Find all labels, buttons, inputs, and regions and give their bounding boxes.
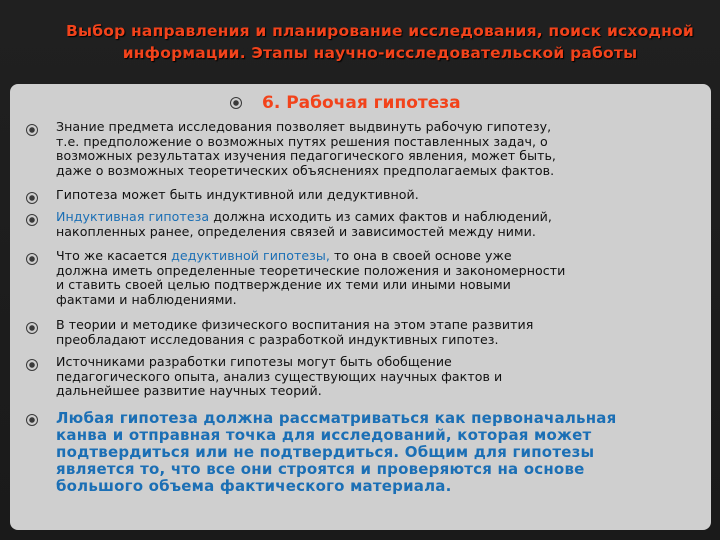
- item-3-line-2: накопленных ранее, определения связей и зависимостей между ними.: [56, 223, 536, 239]
- bullet-icon: [26, 124, 38, 136]
- item-1-line-4: даже о возможных теоретических объяснениях предполагаемых фактов.: [56, 162, 555, 178]
- title-line-1: Выбор направления и планирование исследования, поиск исходной: [66, 22, 694, 40]
- item-1-line-3: возможных результатах изучения педагогического явления, может быть,: [56, 148, 556, 163]
- item-4-line-4: фактами и наблюдениями.: [56, 291, 237, 307]
- bullet-icon: [26, 253, 38, 265]
- item-7-line-5: большого объема фактического материала.: [56, 477, 452, 495]
- slide-title: [60, 20, 700, 64]
- bullet-icon: [26, 322, 38, 334]
- item-4-line-3: и ставить своей целью подтверждение их теми или иными новыми: [56, 277, 511, 292]
- bullet-icon: [26, 414, 38, 426]
- item-4-lead: дедуктивной гипотезы,: [171, 248, 330, 263]
- item-1-line-1: Знание предмета исследования позволяет выдвинуть рабочую гипотезу,: [56, 119, 552, 134]
- item-6-line-1: Источниками разработки гипотезы могут быть обобщение: [56, 354, 452, 369]
- item-7-line-4: является то, что все они строятся и проверяются на основе: [56, 460, 585, 478]
- item-5-line-1: В теории и методике физического воспитания на этом этапе развития: [56, 317, 534, 332]
- item-7-line-2: канва и отправная точка для исследований, которая может: [56, 426, 592, 444]
- item-5-line-2: преобладают исследования с разработкой индуктивных гипотез.: [56, 331, 499, 347]
- subheading: [230, 92, 530, 116]
- bullet-icon: [26, 192, 38, 204]
- bullet-icon: [26, 359, 38, 371]
- item-4-rest: то она в своей основе уже: [329, 248, 512, 263]
- item-6-line-2: педагогического опыта, анализ существующих научных фактов и: [56, 368, 503, 384]
- item-4-pre: Что же касается: [56, 248, 172, 263]
- item-3-rest: должна исходить из самих фактов и наблюдений,: [209, 209, 552, 224]
- item-7-line-1: Любая гипотеза должна рассматриваться как первоначальная: [56, 409, 617, 427]
- bullet-icon: [230, 97, 242, 109]
- item-4-line-2: должна иметь определенные теоретические положения и закономерности: [56, 262, 566, 278]
- item-3-lead: Индуктивная гипотеза: [56, 209, 210, 224]
- title-line-2: информации. Этапы научно-исследовательской работы: [122, 44, 638, 62]
- bullet-icon: [26, 214, 38, 226]
- subheading-text: 6. Рабочая гипотеза: [262, 93, 461, 113]
- item-2-text: Гипотеза может быть индуктивной или дедуктивной.: [56, 187, 419, 202]
- item-1-line-2: т.е. предположение о возможных путях решения поставленных задач, о: [56, 133, 548, 149]
- item-7-line-3: подтвердиться или не подтвердиться. Общим для гипотезы: [56, 443, 595, 461]
- item-6-line-3: дальнейшее развитие научных теорий.: [56, 383, 322, 398]
